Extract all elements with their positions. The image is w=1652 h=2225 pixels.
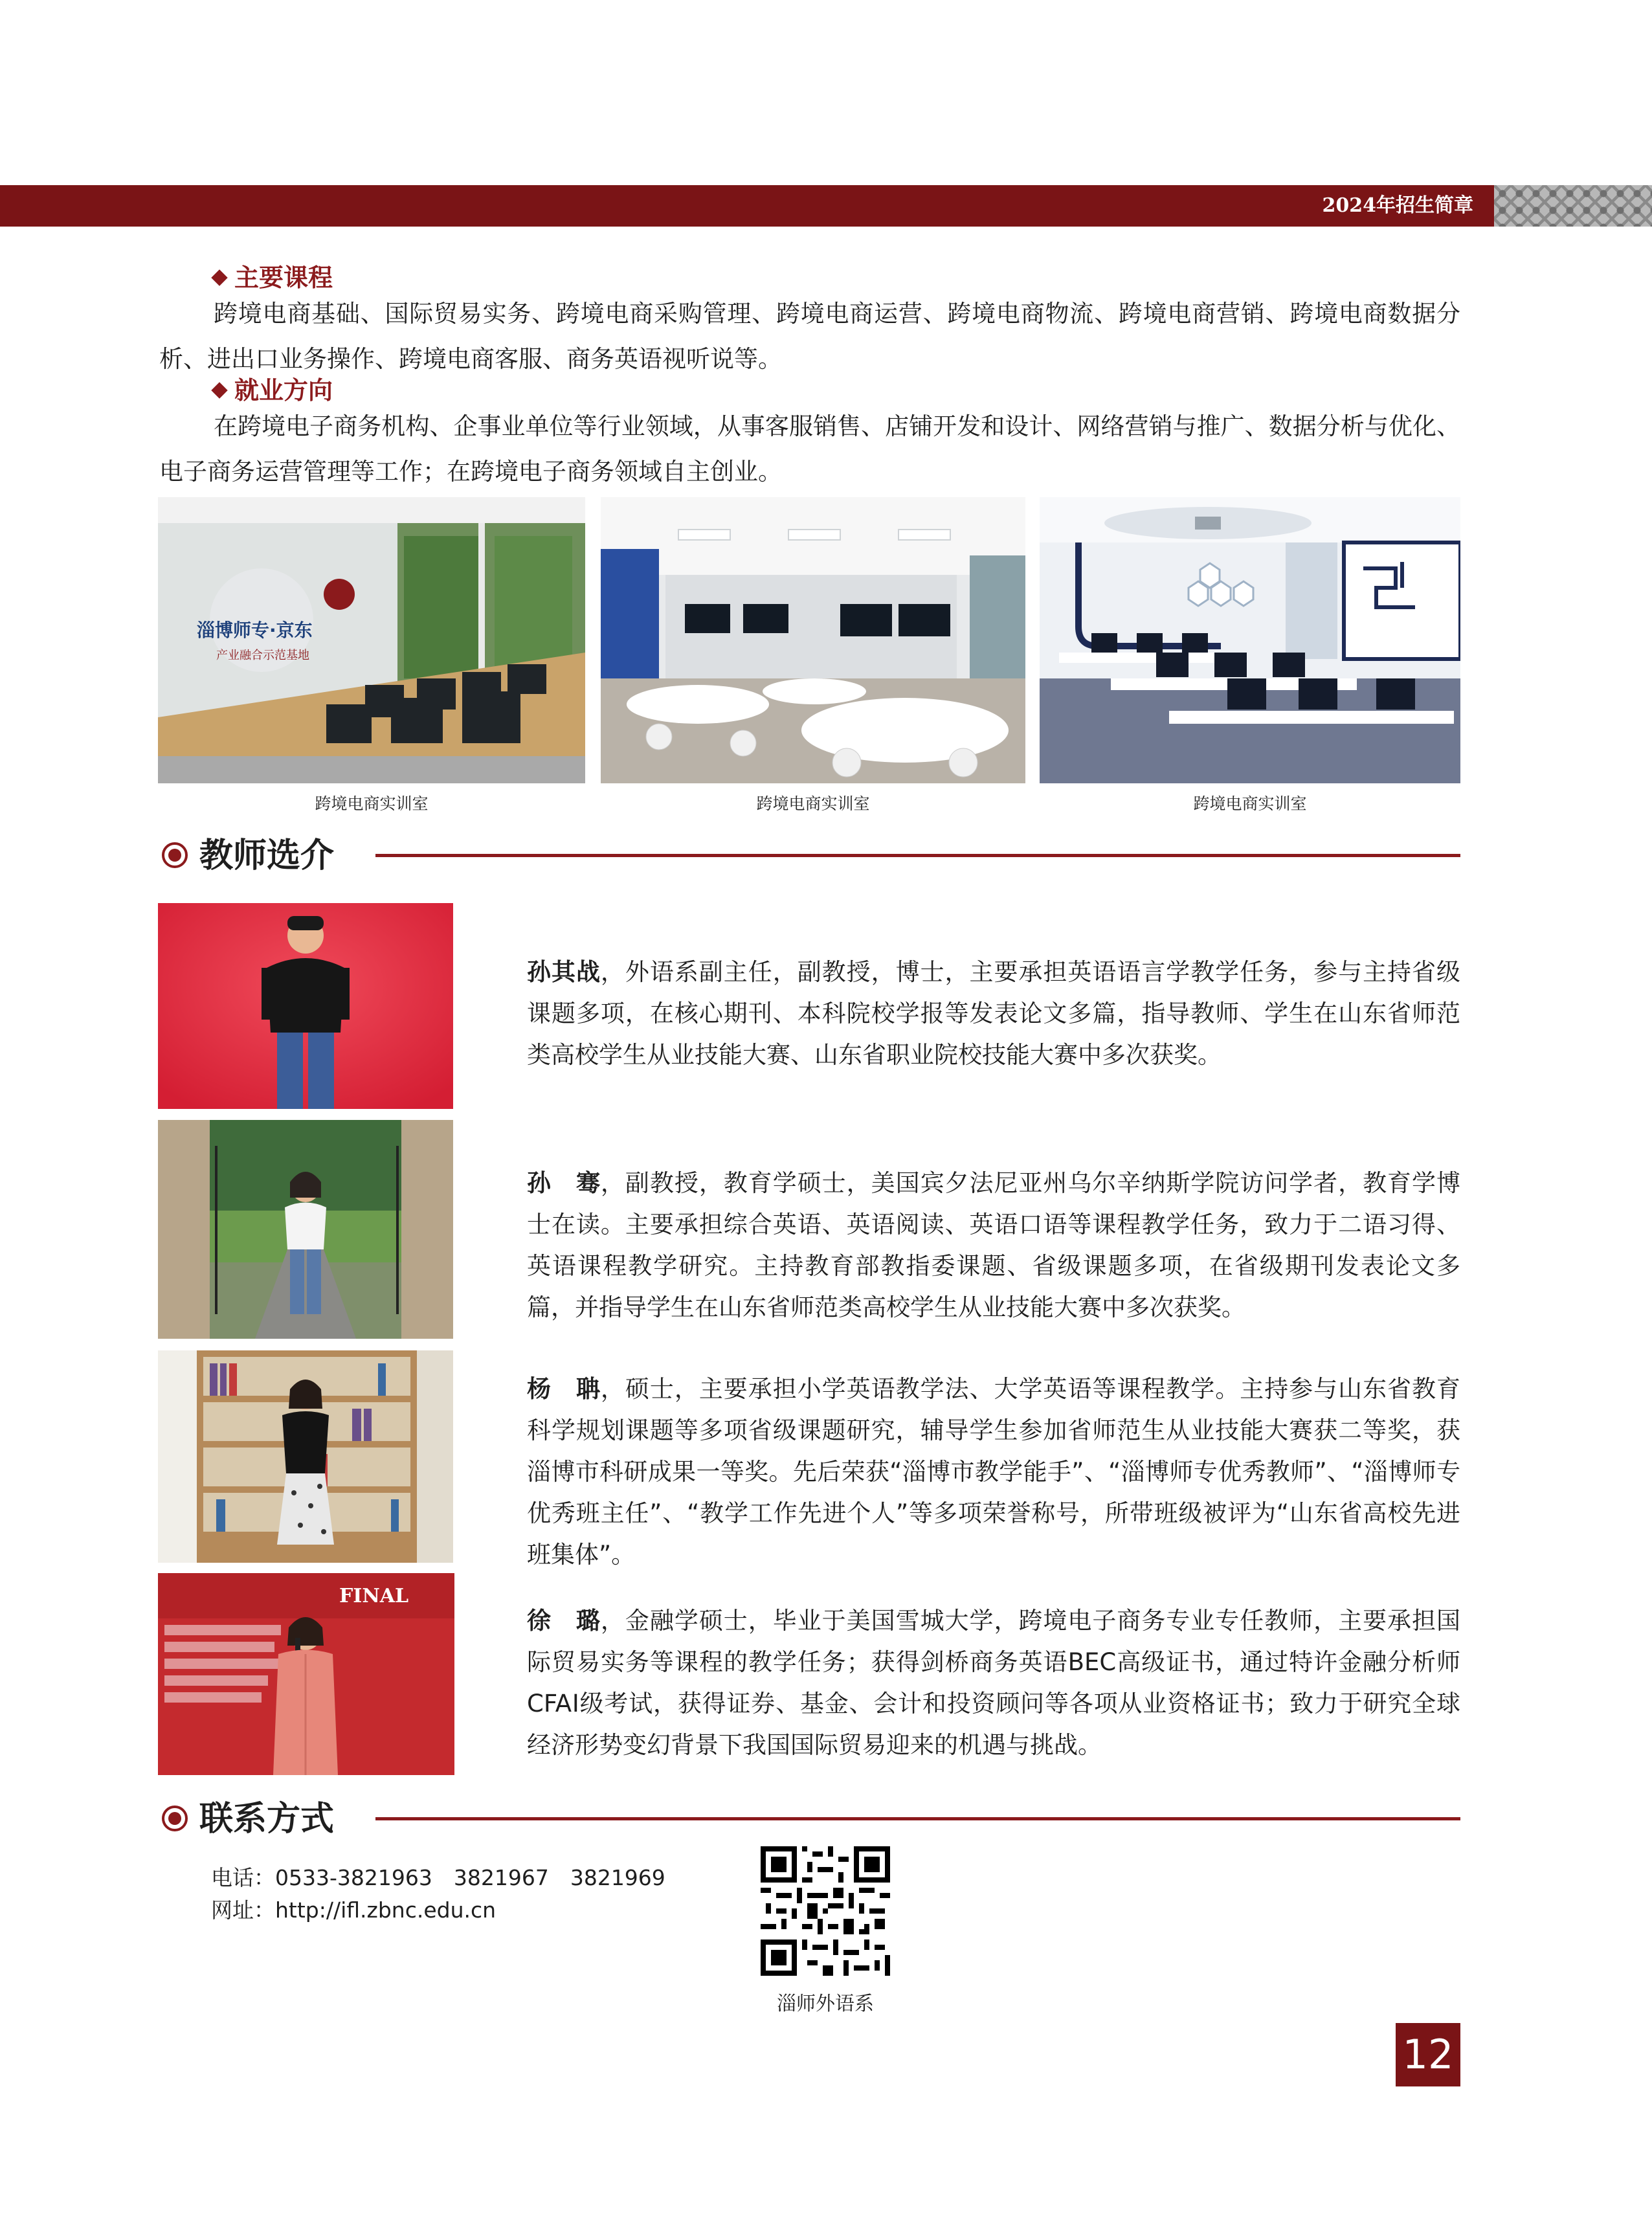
page-number: 12 xyxy=(1396,2023,1460,2086)
courses-heading-text: 主要课程 xyxy=(234,263,333,292)
photo-sign-line1: 淄博师专·京东 xyxy=(197,620,313,641)
header-pattern xyxy=(1494,185,1652,227)
teacher-name-4: 徐 璐 xyxy=(527,1607,601,1635)
teacher-bio-text-4: ，金融学硕士，毕业于美国雪城大学，跨境电子商务专业专任教师，主要承担国际贸易实务等课程的教学任务；获得剑桥商务英语BEC高级证书，通过特许金融分析师CFAⅠ级考试，获得证券、基金、会计和投资顾问等各项从业资格证书；致力于研究全球经济形势变幻背景下我国国际贸易迎来的机遇与挑战。 xyxy=(527,1607,1461,1759)
teachers-section-title xyxy=(162,835,334,877)
contact-section-rule xyxy=(375,1817,1460,1820)
teacher-bio-4 xyxy=(527,1600,1460,1766)
courses-heading xyxy=(214,258,333,293)
employment-heading-text: 就业方向 xyxy=(234,376,333,405)
contact-section-title xyxy=(162,1798,334,1840)
training-room-photo-2 xyxy=(601,497,1025,783)
qr-code xyxy=(761,1846,890,1976)
employment-text: 在跨境电子商务机构、企事业单位等行业领域，从事客服销售、店铺开发和设计、网络营销与推广、数据分析与优化、电子商务运营管理等工作；在跨境电子商务领域自主创业。 xyxy=(159,412,1460,486)
teacher-photo-3 xyxy=(158,1350,453,1563)
teacher-bio-3 xyxy=(527,1369,1460,1576)
employment-heading xyxy=(214,370,333,406)
contact-phone: 电话：0533-3821963 3821967 3821969 xyxy=(211,1865,665,1890)
teachers-section-title-text: 教师选介 xyxy=(199,836,335,875)
teacher-bio-text-1: ，外语系副主任，副教授，博士，主要承担英语语言学教学任务，参与主持省级课题多项，在核心期刊、本科院校学报等发表论文多篇，指导教师、学生在山东省师范类高校学生从业技能大赛、山东省职业院校技能大赛中多次获奖。 xyxy=(527,958,1461,1069)
target-icon xyxy=(162,842,188,868)
diamond-icon xyxy=(211,382,227,398)
courses-text: 跨境电商基础、国际贸易实务、跨境电商采购管理、跨境电商运营、跨境电商物流、跨境电商营销、跨境电商数据分析、进出口业务操作、跨境电商客服、商务英语视听说等。 xyxy=(159,300,1460,373)
contact-section-title-text: 联系方式 xyxy=(199,1800,335,1839)
photo-sign-line2: 产业融合示范基地 xyxy=(216,649,309,662)
teacher-name-2: 孙 骞 xyxy=(527,1169,601,1197)
header-title: 2024年招生简章 xyxy=(1322,194,1473,217)
diamond-icon xyxy=(211,269,227,285)
teacher-bio-text-2: ，副教授，教育学硕士，美国宾夕法尼亚州乌尔辛纳斯学院访问学者，教育学博士在读。主要承担综合英语、英语阅读、英语口语等课程教学任务，致力于二语习得、英语课程教学研究。主持教育部教指委课题、省级课题多项，在省级期刊发表论文多篇，并指导学生在山东省师范类高校学生从业技能大赛中多次获奖。 xyxy=(527,1169,1461,1321)
teacher-name-3: 杨 聃 xyxy=(527,1375,601,1403)
teacher-name-1: 孙其战 xyxy=(527,958,601,986)
photo-caption-1: 跨境电商实训室 xyxy=(315,794,429,813)
contact-url[interactable]: 网址：http://ifl.zbnc.edu.cn xyxy=(211,1897,497,1923)
target-icon xyxy=(162,1806,188,1831)
teacher-bio-text-3: ，硕士，主要承担小学英语教学法、大学英语等课程教学。主持参与山东省教育科学规划课题等多项省级课题研究，辅导学生参加省师范生从业技能大赛获二等奖，获淄博市科研成果一等奖。先后荣获“淄博市教学能手”、“淄博师专优秀教师”、“淄博师专优秀班主任”、“教学工作先进个人”等多项荣誉称号，所带班级被评为“山东省高校先进班集体”。 xyxy=(527,1375,1461,1569)
teacher-photo-1 xyxy=(158,903,453,1109)
training-room-photo-3 xyxy=(1040,497,1460,783)
teacher-bio-1 xyxy=(527,952,1460,1076)
teacher-photo-2 xyxy=(158,1120,453,1339)
photo-caption-3: 跨境电商实训室 xyxy=(1193,794,1307,813)
photo-caption-2: 跨境电商实训室 xyxy=(756,794,870,813)
teacher-photo-4 xyxy=(158,1573,454,1775)
teachers-section-rule xyxy=(375,854,1460,857)
training-room-photo-1 xyxy=(158,497,585,783)
backdrop-label: FINAL xyxy=(339,1585,409,1607)
qr-caption: 淄师外语系 xyxy=(777,1993,874,2015)
teacher-bio-2 xyxy=(527,1163,1460,1328)
